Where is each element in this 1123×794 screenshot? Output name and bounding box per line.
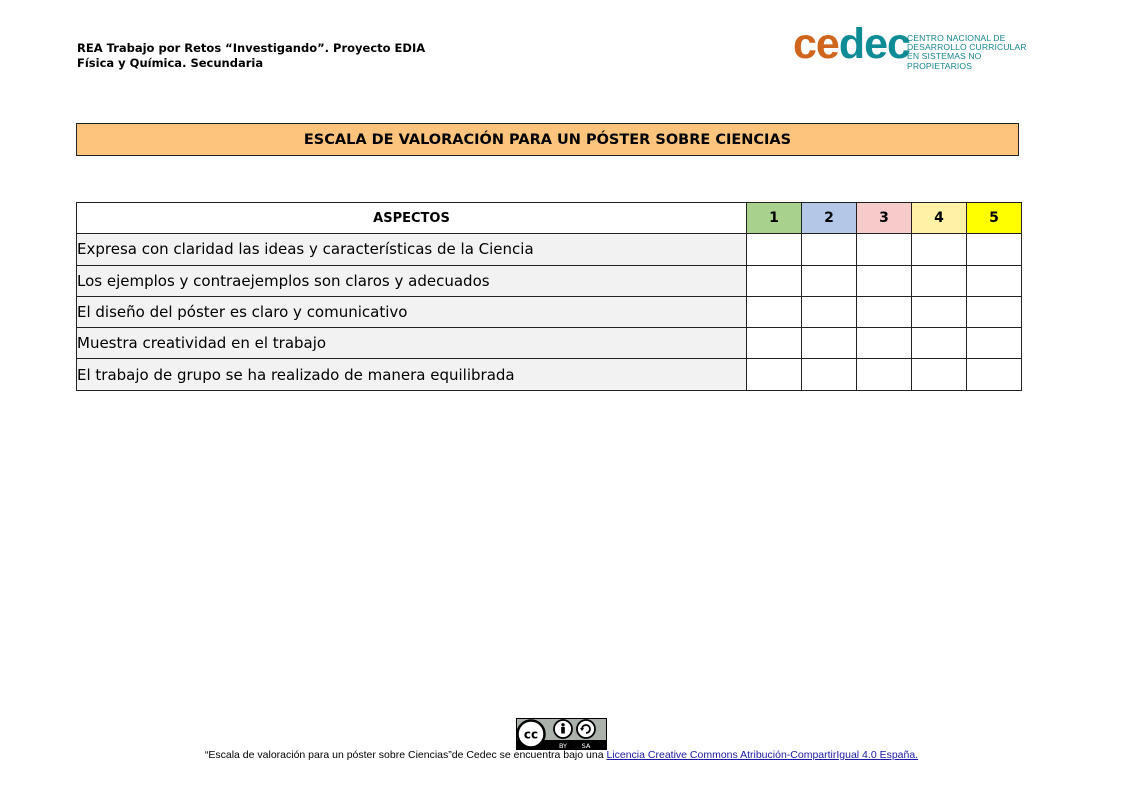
score-cell[interactable]	[802, 359, 857, 390]
score-cell[interactable]	[857, 359, 912, 390]
logo-word-part1: ce	[793, 20, 839, 68]
license-notice	[0, 749, 1123, 761]
score-header-4: 4	[912, 203, 967, 234]
score-cell[interactable]	[967, 359, 1022, 390]
table-header-row	[77, 203, 1022, 234]
table-row	[77, 328, 1022, 359]
score-cell[interactable]	[747, 328, 802, 359]
score-cell[interactable]	[967, 265, 1022, 296]
aspect-cell: Expresa con claridad las ideas y características de la Ciencia	[77, 234, 747, 265]
score-cell[interactable]	[857, 265, 912, 296]
score-cell[interactable]	[912, 234, 967, 265]
rubric-title: ESCALA DE VALORACIÓN PARA UN PÓSTER SOBRE CIENCIAS	[76, 123, 1019, 156]
score-header-2: 2	[802, 203, 857, 234]
logo-word-part2: dec	[838, 20, 910, 68]
score-cell[interactable]	[912, 296, 967, 327]
score-header-1: 1	[747, 203, 802, 234]
logo-wordmark	[793, 20, 910, 68]
score-cell[interactable]	[802, 234, 857, 265]
rubric-table	[76, 202, 1022, 391]
logo-subtitle	[907, 34, 1038, 71]
cc-license-icon	[516, 718, 607, 750]
score-cell[interactable]	[912, 359, 967, 390]
license-link[interactable]: Licencia Creative Commons Atribución-CompartirIgual 4.0 España.	[606, 749, 919, 761]
score-cell[interactable]	[967, 296, 1022, 327]
score-cell[interactable]	[747, 359, 802, 390]
logo-subtitle-line1: CENTRO NACIONAL DE	[907, 33, 1006, 43]
score-cell[interactable]	[912, 328, 967, 359]
logo-subtitle-line3: EN SISTEMAS NO PROPIETARIOS	[907, 51, 982, 71]
logo-subtitle-line2: DESARROLLO CURRICULAR	[907, 42, 1027, 53]
document-header	[77, 41, 425, 71]
svg-text:cc: cc	[523, 727, 539, 742]
score-cell[interactable]	[802, 296, 857, 327]
aspect-cell: Muestra creatividad en el trabajo	[77, 328, 747, 359]
aspects-header: ASPECTOS	[77, 203, 747, 234]
table-row	[77, 234, 1022, 265]
score-cell[interactable]	[802, 328, 857, 359]
header-project-line: REA Trabajo por Retos “Investigando”. Proyecto EDIA	[77, 41, 426, 55]
score-cell[interactable]	[802, 265, 857, 296]
score-cell[interactable]	[967, 328, 1022, 359]
header-subject-line: Física y Química. Secundaria	[77, 56, 264, 70]
table-row	[77, 296, 1022, 327]
aspect-cell: El trabajo de grupo se ha realizado de manera equilibrada	[77, 359, 747, 390]
cc-by-label: BY	[558, 742, 568, 750]
score-cell[interactable]	[857, 328, 912, 359]
score-cell[interactable]	[857, 296, 912, 327]
score-cell[interactable]	[747, 234, 802, 265]
score-cell[interactable]	[747, 265, 802, 296]
score-header-5: 5	[967, 203, 1022, 234]
license-text: “Escala de valoración para un póster sobre Ciencias”de Cedec se encuentra bajo una	[204, 749, 607, 761]
aspect-cell: El diseño del póster es claro y comunicativo	[77, 296, 747, 327]
score-header-3: 3	[857, 203, 912, 234]
score-cell[interactable]	[747, 296, 802, 327]
table-row	[77, 359, 1022, 390]
cedec-logo	[793, 20, 1038, 71]
score-cell[interactable]	[912, 265, 967, 296]
score-cell[interactable]	[967, 234, 1022, 265]
aspect-cell: Los ejemplos y contraejemplos son claros y adecuados	[77, 265, 747, 296]
score-cell[interactable]	[857, 234, 912, 265]
table-row	[77, 265, 1022, 296]
cc-sa-label: SA	[581, 742, 591, 750]
